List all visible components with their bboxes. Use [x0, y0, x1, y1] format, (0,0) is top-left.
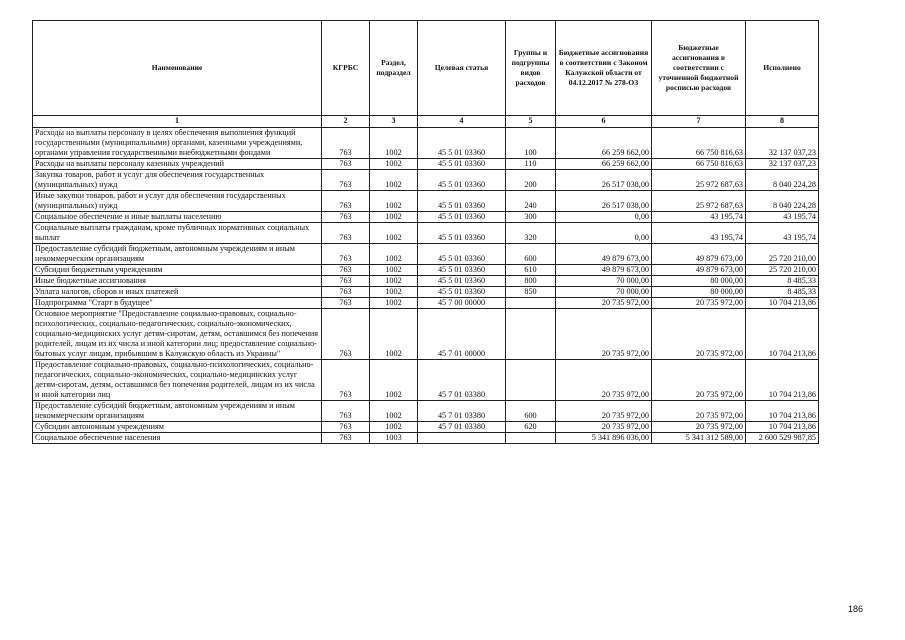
cell-kgrbs: 763 [322, 159, 370, 170]
cell-section: 1002 [370, 276, 418, 287]
table-body [33, 128, 819, 444]
column-number-row [33, 116, 819, 128]
cell-name: Социальное обеспечение населения [33, 433, 322, 444]
cell-executed: 25 720 210,00 [746, 265, 819, 276]
cell-budget-updated: 66 750 816,63 [652, 159, 746, 170]
header-groups: Группы и подгруппы видов расходов [506, 21, 556, 116]
cell-budget-law: 0,00 [556, 223, 652, 244]
cell-executed: 8 040 224,28 [746, 191, 819, 212]
cell-section: 1002 [370, 159, 418, 170]
table-row [33, 422, 819, 433]
table-row [33, 170, 819, 191]
cell-kgrbs: 763 [322, 401, 370, 422]
header-kgrbs: КГРБС [322, 21, 370, 116]
cell-kgrbs: 763 [322, 244, 370, 265]
table-row [33, 298, 819, 309]
cell-group: 610 [506, 265, 556, 276]
cell-executed: 8 485,33 [746, 276, 819, 287]
cell-budget-updated: 25 972 687,63 [652, 170, 746, 191]
column-number: 2 [322, 116, 370, 128]
cell-group [506, 309, 556, 360]
cell-name: Расходы на выплаты персоналу в целях обеспечения выполнения функций государственными (муниципальными) органами, казенными учреждениями, органами управления государственными внебюджетными фондами [33, 128, 322, 159]
column-number: 7 [652, 116, 746, 128]
cell-name: Расходы на выплаты персоналу казенных учреждений [33, 159, 322, 170]
cell-budget-law: 5 341 896 036,00 [556, 433, 652, 444]
cell-kgrbs: 763 [322, 223, 370, 244]
cell-executed: 25 720 210,00 [746, 244, 819, 265]
cell-target: 45 5 01 03360 [418, 244, 506, 265]
cell-budget-law: 20 735 972,00 [556, 309, 652, 360]
header-executed: Исполнено [746, 21, 819, 116]
table-row [33, 433, 819, 444]
table-row [33, 401, 819, 422]
cell-section: 1002 [370, 309, 418, 360]
table-row [33, 309, 819, 360]
cell-section: 1002 [370, 422, 418, 433]
cell-budget-updated: 80 000,00 [652, 276, 746, 287]
cell-budget-law: 26 517 038,00 [556, 170, 652, 191]
cell-group: 320 [506, 223, 556, 244]
cell-budget-law: 20 735 972,00 [556, 422, 652, 433]
table-row [33, 360, 819, 401]
cell-budget-law: 49 879 673,00 [556, 265, 652, 276]
cell-executed: 10 704 213,86 [746, 401, 819, 422]
header-budget-law: Бюджетные ассигнования в соответствии с Законом Калужской области от 04.12.2017 № 278-ОЗ [556, 21, 652, 116]
table-row [33, 287, 819, 298]
cell-target: 45 7 00 00000 [418, 298, 506, 309]
budget-table [32, 20, 819, 444]
cell-budget-updated: 43 195,74 [652, 223, 746, 244]
cell-section: 1002 [370, 401, 418, 422]
header-budget-updated: Бюджетные ассигнования в соответствии с уточненной бюджетной росписью расходов [652, 21, 746, 116]
cell-target: 45 7 01 00000 [418, 309, 506, 360]
table-row [33, 191, 819, 212]
cell-executed: 10 704 213,86 [746, 298, 819, 309]
cell-budget-updated: 49 879 673,00 [652, 244, 746, 265]
cell-kgrbs: 763 [322, 191, 370, 212]
cell-section: 1002 [370, 244, 418, 265]
header-section: Раздел, подраздел [370, 21, 418, 116]
cell-kgrbs: 763 [322, 276, 370, 287]
table-row [33, 212, 819, 223]
cell-target: 45 5 01 03360 [418, 159, 506, 170]
page-number: 186 [847, 604, 863, 614]
cell-section: 1002 [370, 170, 418, 191]
cell-budget-law: 20 735 972,00 [556, 298, 652, 309]
cell-group: 800 [506, 276, 556, 287]
cell-budget-updated: 20 735 972,00 [652, 422, 746, 433]
table-row [33, 265, 819, 276]
cell-section: 1002 [370, 287, 418, 298]
cell-executed: 43 195,74 [746, 223, 819, 244]
cell-target: 45 5 01 03360 [418, 170, 506, 191]
cell-kgrbs: 763 [322, 360, 370, 401]
header-name: Наименование [33, 21, 322, 116]
column-number: 1 [33, 116, 322, 128]
cell-name: Субсидии автономным учреждениям [33, 422, 322, 433]
cell-budget-updated: 43 195,74 [652, 212, 746, 223]
cell-executed: 43 195,74 [746, 212, 819, 223]
cell-kgrbs: 763 [322, 433, 370, 444]
table-row [33, 223, 819, 244]
cell-name: Уплата налогов, сборов и иных платежей [33, 287, 322, 298]
cell-name: Иные закупки товаров, работ и услуг для обеспечения государственных (муниципальных) нужд [33, 191, 322, 212]
cell-budget-law: 26 517 038,00 [556, 191, 652, 212]
cell-group: 600 [506, 244, 556, 265]
cell-group [506, 433, 556, 444]
cell-budget-updated: 66 750 816,63 [652, 128, 746, 159]
cell-name: Предоставление субсидий бюджетным, автономным учреждениям и иным некоммерческим организациям [33, 401, 322, 422]
cell-budget-law: 66 259 662,00 [556, 128, 652, 159]
cell-budget-law: 49 879 673,00 [556, 244, 652, 265]
cell-executed: 10 704 213,86 [746, 360, 819, 401]
cell-name: Социальное обеспечение и иные выплаты населению [33, 212, 322, 223]
cell-budget-updated: 49 879 673,00 [652, 265, 746, 276]
cell-section: 1002 [370, 360, 418, 401]
cell-section: 1002 [370, 298, 418, 309]
cell-name: Закупка товаров, работ и услуг для обеспечения государственных (муниципальных) нужд [33, 170, 322, 191]
cell-executed: 8 485,33 [746, 287, 819, 298]
cell-budget-law: 70 000,00 [556, 287, 652, 298]
cell-name: Субсидии бюджетным учреждениям [33, 265, 322, 276]
cell-kgrbs: 763 [322, 298, 370, 309]
cell-budget-law: 0,00 [556, 212, 652, 223]
cell-executed: 32 137 037,23 [746, 159, 819, 170]
cell-section: 1003 [370, 433, 418, 444]
column-number: 3 [370, 116, 418, 128]
cell-target: 45 5 01 03360 [418, 276, 506, 287]
cell-group [506, 298, 556, 309]
cell-budget-law: 66 259 662,00 [556, 159, 652, 170]
cell-budget-updated: 80 000,00 [652, 287, 746, 298]
header-row [33, 21, 819, 116]
cell-target: 45 7 01 03380 [418, 401, 506, 422]
cell-section: 1002 [370, 128, 418, 159]
cell-budget-updated: 20 735 972,00 [652, 298, 746, 309]
cell-executed: 10 704 213,86 [746, 422, 819, 433]
cell-budget-updated: 25 972 687,63 [652, 191, 746, 212]
cell-executed: 10 704 213,86 [746, 309, 819, 360]
cell-group: 300 [506, 212, 556, 223]
cell-group: 200 [506, 170, 556, 191]
cell-kgrbs: 763 [322, 422, 370, 433]
cell-name: Иные бюджетные ассигнования [33, 276, 322, 287]
cell-section: 1002 [370, 223, 418, 244]
cell-budget-updated: 20 735 972,00 [652, 401, 746, 422]
cell-kgrbs: 763 [322, 212, 370, 223]
column-number: 4 [418, 116, 506, 128]
column-number: 6 [556, 116, 652, 128]
cell-executed: 32 137 037,23 [746, 128, 819, 159]
cell-budget-updated: 20 735 972,00 [652, 360, 746, 401]
cell-name: Предоставление социально-правовых, социально-психологических, социально-педагогических, социально-экономических, социально-медицинских услуг детям-сиротам, детям, оставшимся без попечения родителей, лицам из их числа и иной категории лиц [33, 360, 322, 401]
cell-executed: 8 040 224,28 [746, 170, 819, 191]
cell-target: 45 7 01 03380 [418, 422, 506, 433]
cell-budget-updated: 5 341 312 589,00 [652, 433, 746, 444]
cell-target: 45 5 01 03360 [418, 265, 506, 276]
cell-kgrbs: 763 [322, 309, 370, 360]
cell-target: 45 5 01 03360 [418, 287, 506, 298]
cell-group: 100 [506, 128, 556, 159]
cell-section: 1002 [370, 212, 418, 223]
cell-group [506, 360, 556, 401]
cell-kgrbs: 763 [322, 128, 370, 159]
column-number: 5 [506, 116, 556, 128]
table-row [33, 159, 819, 170]
cell-budget-updated: 20 735 972,00 [652, 309, 746, 360]
cell-kgrbs: 763 [322, 287, 370, 298]
cell-target: 45 7 01 03380 [418, 360, 506, 401]
cell-name: Подпрограмма "Старт в будущее" [33, 298, 322, 309]
cell-budget-law: 20 735 972,00 [556, 360, 652, 401]
cell-budget-law: 70 000,00 [556, 276, 652, 287]
cell-group: 620 [506, 422, 556, 433]
cell-group: 240 [506, 191, 556, 212]
cell-group: 850 [506, 287, 556, 298]
cell-target [418, 433, 506, 444]
cell-target: 45 5 01 03360 [418, 191, 506, 212]
cell-target: 45 5 01 03360 [418, 128, 506, 159]
cell-target: 45 5 01 03360 [418, 223, 506, 244]
cell-target: 45 5 01 03360 [418, 212, 506, 223]
cell-section: 1002 [370, 191, 418, 212]
cell-group: 110 [506, 159, 556, 170]
cell-section: 1002 [370, 265, 418, 276]
cell-kgrbs: 763 [322, 170, 370, 191]
column-number: 8 [746, 116, 819, 128]
cell-kgrbs: 763 [322, 265, 370, 276]
cell-group: 600 [506, 401, 556, 422]
cell-executed: 2 600 529 987,85 [746, 433, 819, 444]
table-row [33, 244, 819, 265]
header-target: Целевая статья [418, 21, 506, 116]
cell-budget-law: 20 735 972,00 [556, 401, 652, 422]
table-row [33, 276, 819, 287]
cell-name: Социальные выплаты гражданам, кроме публичных нормативных социальных выплат [33, 223, 322, 244]
cell-name: Основное мероприятие "Предоставление социально-правовых, социально-психологических, социально-педагогических, социально-экономических, социально-медицинских услуг детям-сиротам, детям, оставшимся без попечения родителей, лицам из их числа и иной категории лиц; предоставление социально-бытовых услуг лицам, прибывшим в Калужскую область из Украины" [33, 309, 322, 360]
cell-name: Предоставление субсидий бюджетным, автономным учреждениям и иным некоммерческим организациям [33, 244, 322, 265]
table-row [33, 128, 819, 159]
